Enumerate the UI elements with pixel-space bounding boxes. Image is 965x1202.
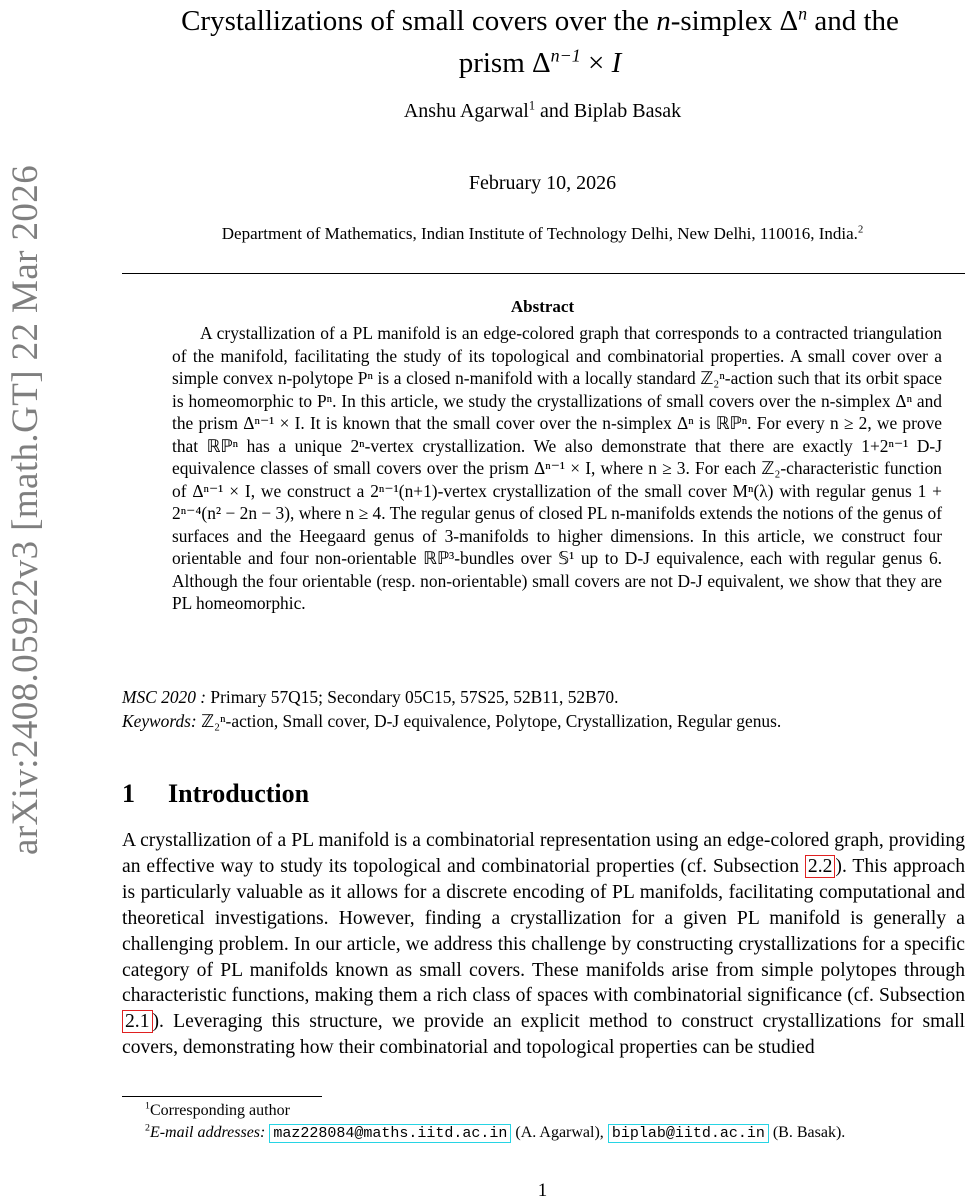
abstract-heading: Abstract	[510, 297, 575, 316]
section-title: Introduction	[168, 779, 310, 808]
abstract-body: A crystallization of a PL manifold is an edge-colored graph that corresponds to a contracted triangulation of the manifold, facilitating the study of its topological and combinatorial properties. A small cover over a simple convex n-polytope Pⁿ is a closed n-manifold with a locally standard ℤ₂ⁿ-action such that its orbit space is homeomorphic to Pⁿ. In this article, we study the crystallizations of small covers over the n-simplex Δⁿ and the prism Δⁿ⁻¹ × I. It is known that the small cover over the n-simplex Δⁿ is ℝℙⁿ. For every n ≥ 2, we prove that ℝℙⁿ has a unique 2ⁿ-vertex crystallization. We also demonstrate that there are exactly 1+2ⁿ⁻¹ D-J equivalence classes of small covers over the prism Δⁿ⁻¹ × I, where n ≥ 3. For each ℤ₂-characteristic function of Δⁿ⁻¹ × I, we construct a 2ⁿ⁻¹(n+1)-vertex crystallization of the small cover Mⁿ(λ) with regular genus 1 + 2ⁿ⁻⁴(n² − 2n − 3), where n ≥ 4. The regular genus of closed PL n-manifolds extends the notions of the genus of surfaces and the Heegaard genus of 3-manifolds to higher dimensions. In this article, we construct four orientable and four non-orientable ℝℙ³-bundles over 𝕊¹ up to D-J equivalence, each with regular genus 6. Although the four orientable (resp. non-orientable) small covers are not D-J equivalent, we show that they are PL homeomorphic.	[172, 323, 942, 613]
footnote-label: E-mail addresses:	[149, 1124, 266, 1141]
keywords	[122, 710, 965, 733]
email-link-basak[interactable]: biplab@iitd.ac.in	[608, 1124, 769, 1143]
intro-text: ). This approach is particularly valuable as it allows for a discrete encoding of PL manifolds, facilitating computational and theoretical investigations. However, finding a crystallization for a given PL manifold is generally a challenging problem. In our article, we address this challenge by constructing crystallizations for a specific category of PL manifolds known as small covers. These manifolds arise from simple polytopes through characteristic functions, making them a rich class of spaces with combinatorial significance (cf. Subsection	[122, 855, 965, 1007]
title-line1-pre: Crystallizations of small covers over the	[181, 5, 657, 37]
title-line2-post: ×	[580, 47, 612, 79]
msc-text: Primary 57Q15; Secondary 05C15, 57S25, 52B11, 52B70.	[206, 687, 619, 707]
footnote-number: 1	[145, 1100, 150, 1112]
affiliation-text: Department of Mathematics, Indian Institute of Technology Delhi, New Delhi, 110016, India.	[221, 224, 858, 243]
subsection-ref-link[interactable]: 2.1	[122, 1010, 153, 1033]
subsection-ref-link[interactable]: 2.2	[805, 855, 836, 878]
title-line2-sup: n−1	[550, 45, 581, 66]
horizontal-rule	[122, 273, 965, 274]
author-list	[120, 100, 965, 123]
title-line1-mid: -simplex Δ	[670, 5, 799, 37]
page-number: 1	[537, 1180, 548, 1201]
msc-classification	[122, 686, 965, 709]
affiliation	[120, 224, 965, 244]
footnote-number: 2	[145, 1122, 150, 1134]
footnote-text: (A. Agarwal),	[511, 1124, 608, 1141]
paper-title	[110, 0, 965, 84]
title-line1-post: and the	[807, 5, 899, 37]
intro-text: ). Leveraging this structure, we provide an explicit method to construct crystallizations for small covers, demonstrating how their combinatorial and topological properties can be studied	[122, 1011, 965, 1059]
keywords-label: Keywords:	[122, 711, 197, 731]
author-conjunction: and	[535, 100, 574, 122]
footnote-text: (B. Basak).	[768, 1124, 846, 1141]
footnote-2	[145, 1124, 845, 1142]
footnote-text: Corresponding author	[149, 1102, 290, 1119]
introduction-paragraph	[122, 828, 965, 1061]
footnote-marker[interactable]: 1	[528, 98, 536, 113]
footnote-1	[145, 1102, 290, 1120]
intro-text: A crystallization of a PL manifold is a combinatorial representation using an edge-colored graph, providing an effective way to study its topological and combinatorial properties (cf. Subsection	[122, 830, 965, 877]
section-heading	[122, 779, 309, 809]
author-name: Anshu Agarwal	[403, 100, 529, 122]
title-line1-var: n	[656, 5, 671, 37]
title-line1-sup: n	[798, 3, 808, 24]
footnote-marker[interactable]: 2	[857, 224, 864, 236]
msc-label: MSC 2020 :	[122, 687, 207, 707]
paper-date: February 10, 2026	[468, 172, 617, 194]
section-number: 1	[122, 779, 135, 808]
keywords-text: ℤ₂ⁿ-action, Small cover, D-J equivalence, Polytope, Crystallization, Regular genus.	[196, 711, 782, 731]
footnote-rule	[122, 1096, 322, 1097]
title-line2-pre: prism Δ	[458, 47, 551, 79]
email-link-agarwal[interactable]: maz228084@maths.iitd.ac.in	[269, 1124, 511, 1143]
title-line2-var: I	[611, 47, 622, 79]
author-name: Biplab Basak	[573, 100, 682, 122]
arxiv-identifier-stamp: arXiv:2408.05922v3 [math.GT] 22 Mar 2026	[5, 164, 46, 855]
